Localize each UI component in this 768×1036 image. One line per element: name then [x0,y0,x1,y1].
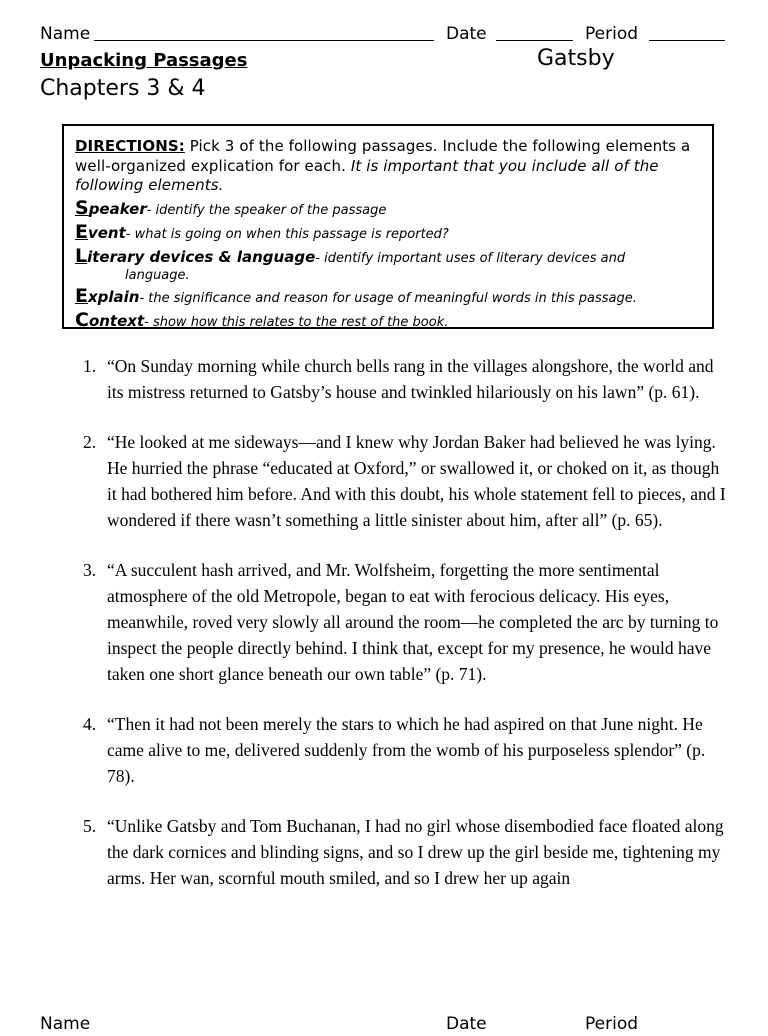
element-word: ontext [88,311,145,329]
date-label: Date [446,24,487,44]
element-description: - what is going on when this passage is reported? [125,226,449,242]
directions-text [75,137,705,196]
element-description: - show how this relates to the rest of the book. [144,314,449,329]
element-initial: E [75,284,88,307]
directions-box [62,124,714,329]
element-description: - the significance and reason for usage of meaningful words in this passage. [139,290,637,306]
header-row [40,22,730,46]
passage-text: “On Sunday morning while church bells rang in the villages alongshore, the world and its mistress returned to Gatsby’s house and twinkled hilariously on his lawn” (p. 61). [107,356,714,402]
element-description: - identify important uses of literary devices and [315,250,626,266]
element-literary-devices [75,244,705,284]
name-blank [94,40,434,41]
element-initial: C [75,308,89,329]
passage-item [70,353,730,405]
element-explain [75,284,705,308]
passage-item [70,813,730,891]
footer-name-label: Name [40,1014,91,1034]
directions-body: Pick 3 of the following passages. Include the following elements a well-organized explication for each. [75,137,691,175]
passage-text: “Unlike Gatsby and Tom Buchanan, I had no girl whose disembodied face floated along the dark cornices and blinding signs, and so I drew up the girl beside me, tightening my arms. Her wan, scornful mouth smiled, and so I drew her up again [107,816,724,888]
chapters-heading: Chapters 3 & 4 [40,76,206,101]
date-blank [496,40,573,41]
element-initial: S [75,196,89,219]
passage-number: 4. [83,714,97,734]
element-event [75,220,705,244]
passage-number: 5. [83,816,97,836]
element-word: peaker [88,199,147,218]
directions-important: It is important that you include all of the following elements. [75,156,659,194]
passage-number: 3. [83,560,97,580]
element-speaker [75,196,705,220]
element-context [75,308,705,330]
passage-item [70,557,730,687]
passage-list [70,353,730,915]
element-description-continued: language. [125,267,190,283]
element-initial: L [75,244,88,267]
passage-text: “He looked at me sideways—and I knew why Jordan Baker had believed he was lying. He hurried the phrase “educated at Oxford,” or swallowed it, or choked on it, as though it had bothered him before. And with this doubt, his whole statement fell to pieces, and I wondered if there wasn’t something a little sinister about him, after all” (p. 65). [107,432,726,530]
footer-period-label: Period [585,1014,639,1034]
passage-text: “A succulent hash arrived, and Mr. Wolfsheim, forgetting the more sentimental atmosphere of the old Metropole, began to eat with ferocious delicacy. His eyes, meanwhile, roved very slowly all around the room—he completed the arc by turning to inspect the people directly behind. I think that, except for my presence, he would have taken one short glance beneath our own table” (p. 71). [107,560,719,684]
period-blank [649,40,725,41]
element-word: xplain [87,287,140,306]
directions-label: DIRECTIONS: [75,137,185,155]
passage-item [70,429,730,533]
period-label: Period [585,24,639,44]
passage-number: 2. [83,432,97,452]
passage-text: “Then it had not been merely the stars to which he had aspired on that June night. He came alive to me, delivered suddenly from the womb of his purposeless splendor” (p. 78). [107,714,706,786]
worksheet-title: Unpacking Passages [40,50,248,71]
passage-number: 1. [83,356,97,376]
book-title: Gatsby [537,46,615,71]
footer-date-label: Date [446,1014,487,1034]
element-word: iterary devices & language [87,247,316,266]
element-initial: E [75,220,88,243]
passage-item [70,711,730,789]
element-word: vent [87,223,126,242]
name-label: Name [40,24,91,44]
element-description: - identify the speaker of the passage [146,202,387,218]
